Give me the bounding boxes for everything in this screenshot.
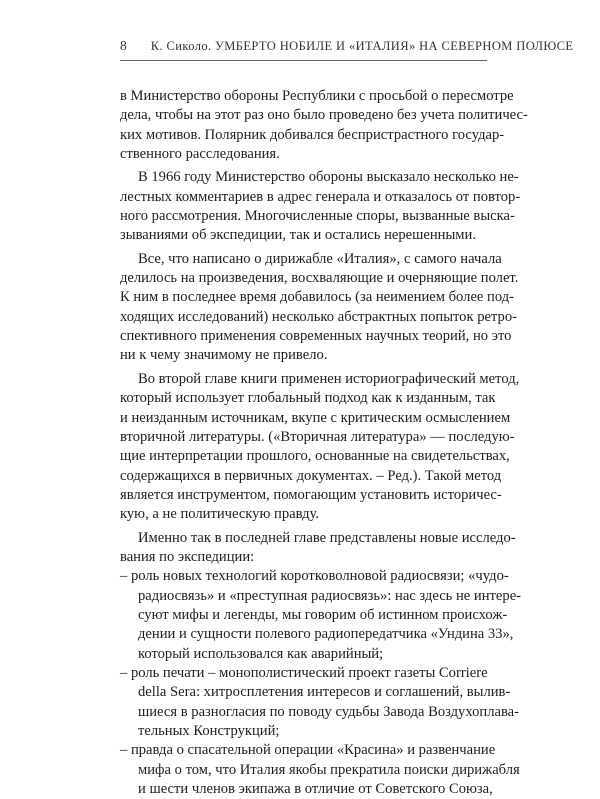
text-line: К ним в последнее время добавилось (за неимением более под- [120, 289, 515, 306]
text-line: В 1966 году Министерство обороны высказало несколько не- [138, 169, 519, 186]
text-line: шиеся в разногласия по поводу судьбы Завода Воздухоплава- [138, 703, 519, 720]
body-text [120, 87, 528, 799]
header-rule [120, 60, 487, 61]
list-item [120, 567, 522, 664]
text-line: ного рассмотрения. Многочисленные споры, вызванные выска- [120, 208, 515, 225]
text-line: Во второй главе книги применен историографический метод, [138, 370, 520, 387]
text-line: – роль новых технологий коротковолновой радиосвязи; «чудо- [120, 568, 509, 585]
text-line: щие интерпретации прошлого, основанные на свидетельствах, [120, 448, 510, 465]
text-line: кую, а не политическую правду. [120, 506, 320, 523]
paragraph [120, 250, 519, 366]
page-header [120, 38, 574, 54]
text-line: мифа о том, что Италия якобы прекратила поиски дирижабля [138, 761, 520, 778]
text-line: дении и сущности полевого радиопередатчика «Ундина 33», [138, 626, 514, 643]
running-head: К. Сиколо. УМБЕРТО НОБИЛЕ И «ИТАЛИЯ» НА СЕВЕРНОМ ПОЛЮСЕ [150, 39, 574, 53]
text-line: в Министерство обороны Республики с просьбой о пересмотре [120, 88, 514, 104]
text-line: который использовался как аварийный; [138, 645, 384, 662]
paragraph [120, 168, 521, 245]
text-line: ходящих исследований) несколько абстрактных попыток ретро- [120, 308, 518, 325]
text-line: Именно так в последней главе представлены новые исследо- [138, 529, 516, 546]
paragraph [120, 529, 516, 568]
text-line: della Sera: хитросплетения интересов и соглашений, вылив- [138, 684, 511, 701]
text-line: дела, чтобы на этот раз оно было проведено без учета политичес- [120, 107, 528, 124]
text-line: делилось на произведения, восхваляющие и очерняющие полет. [120, 270, 519, 287]
text-line: содержащихся в первичных документах. – Ред.). Такой метод [120, 467, 502, 484]
text-line: ственного расследования. [120, 146, 280, 163]
text-line: Все, что написано о дирижабле «Италия», с самого начала [138, 250, 502, 267]
list-item [120, 664, 519, 741]
text-line: – правда о спасательной операции «Красина» и развенчание [120, 742, 496, 759]
text-line: радиосвязь» и «преступная радиосвязь»: нас здесь не интере- [138, 587, 522, 604]
text-line: который использует глобальный подход как к изданным, так [120, 390, 496, 407]
text-line: и шести членов экипажа в отличие от Советского Союза, [138, 781, 493, 798]
text-line: вторичной литературы. («Вторичная литература» — последую- [120, 428, 515, 445]
text-line: ких мотивов. Полярник добивался беспристрастного государ- [120, 126, 505, 143]
text-line: и неизданным источникам, вкупе с критическим осмыслением [120, 409, 511, 426]
paragraph [120, 370, 520, 525]
text-line: спективного применения современных научных теорий, но это [120, 328, 512, 345]
text-line: вания по экспедиции: [120, 548, 255, 565]
paragraph [120, 87, 528, 164]
page-number: 8 [120, 38, 127, 53]
text-line: является инструментом, помогающим установить историчес- [120, 486, 502, 503]
text-line: суют мифы и легенды, мы говорим об истинном происхож- [138, 606, 508, 623]
text-line: зываниями об экспедиции, так и остались нерешенными. [120, 227, 476, 244]
text-line: лестных комментариев в адрес генерала и отказалось от повтор- [120, 188, 521, 205]
text-line: тельных Конструкций; [138, 723, 280, 739]
text-line: – роль печати – монополистический проект газеты Corriere [120, 664, 488, 681]
text-line: ни к чему значимому не привело. [120, 347, 328, 364]
